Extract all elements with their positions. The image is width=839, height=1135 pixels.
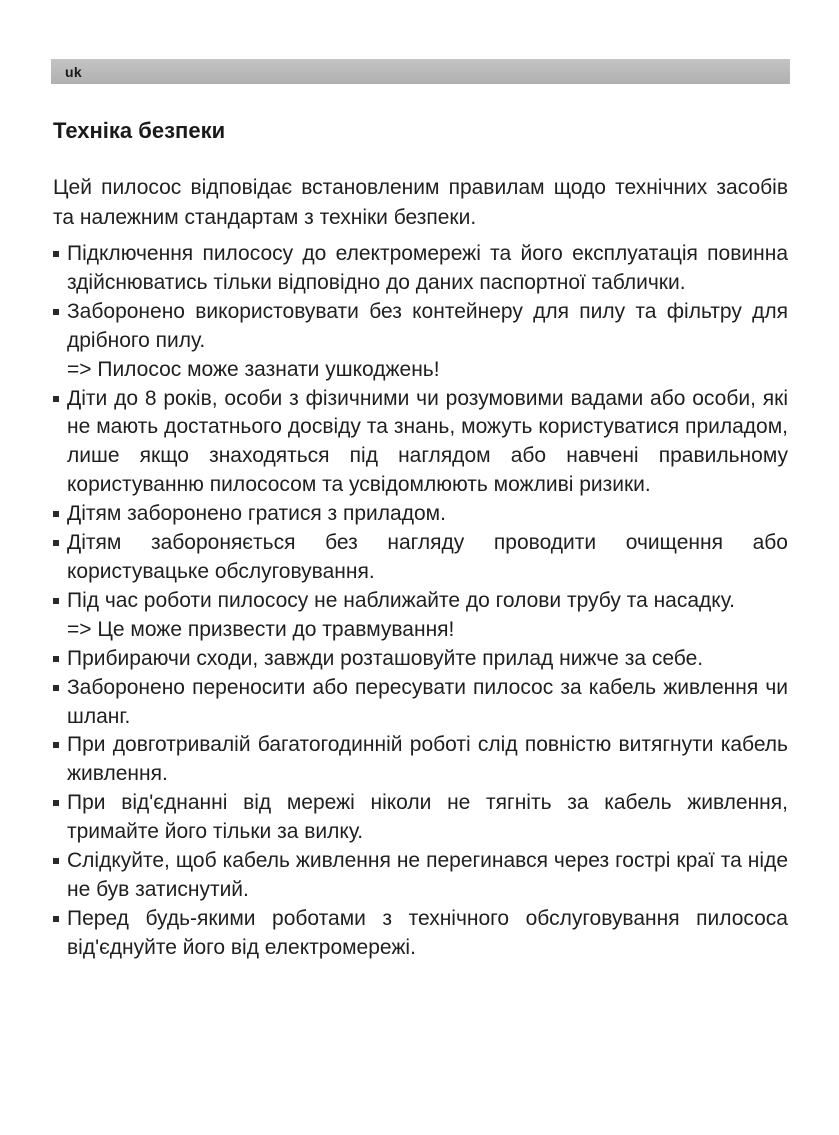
rule-text: Дітям забороняється без нагляду проводити очищення або користувацьке обслуговування. [67,531,788,583]
rule-text: При від'єднанні від мережі ніколи не тягніть за кабель живлення, тримайте його тільки за вилку. [67,791,788,844]
bullet-icon [53,309,59,315]
bullet-icon [53,511,59,517]
bullet-icon [53,916,59,922]
language-code: uk [65,64,82,80]
rule-text: Підключення пилососу до електромережі та його експлуатація повинна здійснюватись тільки відповідно до даних паспортної таблички. [67,242,788,294]
list-item [53,500,788,529]
list-item [53,674,788,732]
bullet-icon [53,858,59,864]
list-item [53,847,788,905]
rule-text: Дітям заборонено гратися з приладом. [67,502,446,526]
list-item [53,240,788,298]
list-item [53,529,788,587]
list-item [53,905,788,963]
bullet-icon [53,540,59,546]
intro-paragraph: Цей пилосос відповідає встановленим правилам щодо технічних засобів та належним стандартам з техніки безпеки. [53,176,788,229]
rule-note: => Це може призвести до травмування! [67,617,455,641]
bullet-icon [53,396,59,402]
bullet-icon [53,656,59,662]
section-title: Техніка безпеки [53,118,226,143]
rule-text: Прибираючи сходи, завжди розташовуйте прилад нижче за себе. [67,646,704,670]
rule-text: Діти до 8 років, особи з фізичними чи розумовими вадами або особи, які не мають достатнього досвіду та знань, можуть користуватися приладом, лише якщо знаходяться під наглядом або навчені правильному користуванню пилососом та усвідомлюють можливі ризики. [67,386,788,497]
bullet-icon [53,800,59,806]
bullet-icon [53,685,59,691]
language-bar [51,59,790,84]
rule-text: Заборонено використовувати без контейнеру для пилу та фільтру для дрібного пилу. [67,299,788,352]
list-item [53,385,788,501]
rule-text: Під час роботи пилососу не наближайте до голови трубу та насадку. [67,588,735,612]
list-item [53,789,788,847]
list-item [53,731,788,789]
bullet-icon [53,598,59,604]
list-item [53,587,788,645]
rule-text: Слідкуйте, щоб кабель живлення не перегинався через гострі краї та ніде не був затиснутий. [67,849,788,901]
rule-text: При довготривалій багатогодинній роботі слід повністю витягнути кабель живлення. [67,733,788,786]
list-item [53,645,788,674]
bullet-icon [53,742,59,748]
safety-rules-list [53,240,788,963]
rule-text: Заборонено переносити або пересувати пилосос за кабель живлення чи шланг. [67,675,788,728]
rule-text: Перед будь-якими роботами з технічного обслуговування пилососа від'єднуйте його від електромережі. [67,906,788,959]
rule-note: => Пилосос може зазнати ушкоджень! [67,357,440,381]
bullet-icon [53,251,59,257]
list-item [53,298,788,385]
